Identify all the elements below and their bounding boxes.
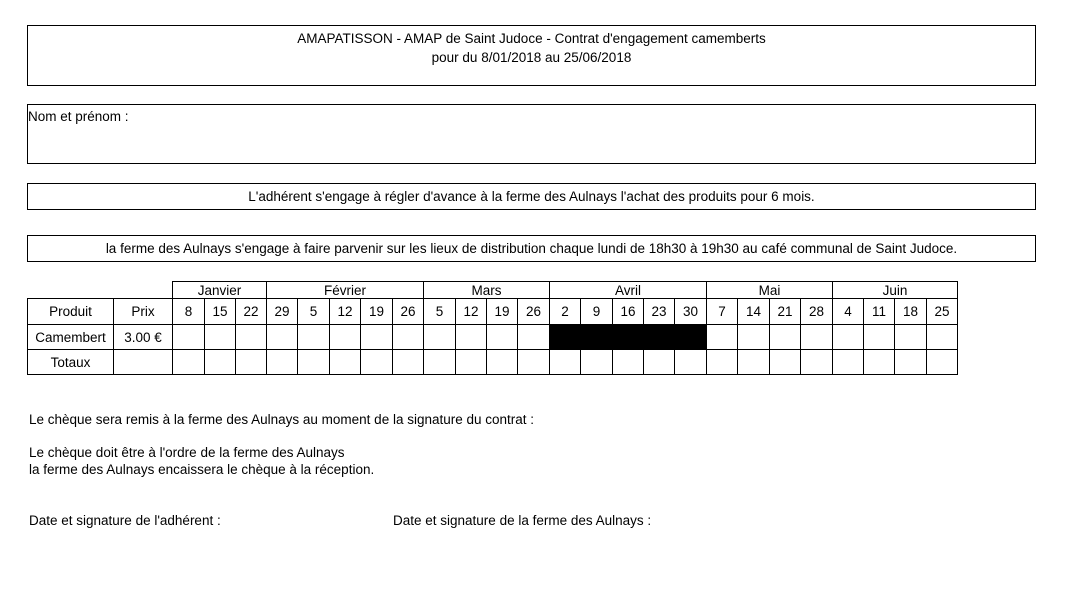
total-cell[interactable] bbox=[707, 350, 738, 375]
total-cell[interactable] bbox=[801, 350, 833, 375]
day-cell: 7 bbox=[707, 299, 738, 325]
total-cell[interactable] bbox=[833, 350, 864, 375]
cheque-remittance-text: Le chèque sera remis à la ferme des Aulnays au moment de la signature du contrat : bbox=[29, 412, 535, 427]
quantity-cell[interactable] bbox=[393, 325, 424, 350]
quantity-cell[interactable] bbox=[801, 325, 833, 350]
day-cell: 21 bbox=[770, 299, 801, 325]
total-cell[interactable] bbox=[770, 350, 801, 375]
day-cell: 19 bbox=[487, 299, 518, 325]
quantity-cell[interactable] bbox=[456, 325, 487, 350]
quantity-cell[interactable] bbox=[361, 325, 393, 350]
farm-engagement-box bbox=[27, 235, 1036, 262]
day-cell: 11 bbox=[864, 299, 895, 325]
day-cell: 26 bbox=[393, 299, 424, 325]
total-cell[interactable] bbox=[895, 350, 927, 375]
farm-engagement-text: la ferme des Aulnays s'engage à faire parvenir sur les lieux de distribution chaque lundi de 18h30 à 19h30 au café communal de Saint Judoce. bbox=[105, 241, 958, 256]
name-field-box[interactable] bbox=[27, 104, 1036, 164]
quantity-cell[interactable] bbox=[833, 325, 864, 350]
total-cell[interactable] bbox=[330, 350, 361, 375]
total-cell[interactable] bbox=[456, 350, 487, 375]
day-cell: 8 bbox=[173, 299, 205, 325]
month-fevrier: Février bbox=[267, 282, 424, 299]
quantity-cell[interactable] bbox=[738, 325, 770, 350]
farm-signature-label: Date et signature de la ferme des Aulnays : bbox=[393, 513, 652, 528]
month-janvier: Janvier bbox=[173, 282, 267, 299]
contract-period: pour du 8/01/2018 au 25/06/2018 bbox=[431, 50, 632, 65]
total-cell[interactable] bbox=[675, 350, 707, 375]
redacted-cell bbox=[644, 325, 675, 350]
day-cell: 16 bbox=[613, 299, 644, 325]
quantity-cell[interactable] bbox=[173, 325, 205, 350]
total-cell[interactable] bbox=[205, 350, 236, 375]
day-cell: 4 bbox=[833, 299, 864, 325]
day-cell: 18 bbox=[895, 299, 927, 325]
quantity-cell[interactable] bbox=[864, 325, 895, 350]
total-cell[interactable] bbox=[864, 350, 895, 375]
total-cell[interactable] bbox=[267, 350, 298, 375]
total-cell[interactable] bbox=[424, 350, 456, 375]
total-cell[interactable] bbox=[487, 350, 518, 375]
day-cell: 26 bbox=[518, 299, 550, 325]
quantity-cell[interactable] bbox=[267, 325, 298, 350]
quantity-cell[interactable] bbox=[205, 325, 236, 350]
day-cell: 28 bbox=[801, 299, 833, 325]
quantity-cell[interactable] bbox=[518, 325, 550, 350]
quantity-cell[interactable] bbox=[487, 325, 518, 350]
product-price: 3.00 € bbox=[114, 325, 173, 350]
day-cell: 30 bbox=[675, 299, 707, 325]
month-juin: Juin bbox=[833, 282, 958, 299]
day-cell: 15 bbox=[205, 299, 236, 325]
day-cell: 2 bbox=[550, 299, 581, 325]
day-cell: 23 bbox=[644, 299, 675, 325]
totals-price-cell bbox=[114, 350, 173, 375]
quantity-cell[interactable] bbox=[330, 325, 361, 350]
month-avril: Avril bbox=[550, 282, 707, 299]
quantity-cell[interactable] bbox=[236, 325, 267, 350]
member-engagement-box bbox=[27, 183, 1036, 210]
quantity-cell[interactable] bbox=[927, 325, 958, 350]
name-field-label: Nom et prénom : bbox=[28, 109, 129, 124]
quantity-cell[interactable] bbox=[707, 325, 738, 350]
day-cell: 5 bbox=[424, 299, 456, 325]
total-cell[interactable] bbox=[550, 350, 581, 375]
totals-row bbox=[28, 350, 958, 375]
day-cell: 14 bbox=[738, 299, 770, 325]
quantity-cell[interactable] bbox=[298, 325, 330, 350]
total-cell[interactable] bbox=[581, 350, 613, 375]
day-cell: 19 bbox=[361, 299, 393, 325]
total-cell[interactable] bbox=[518, 350, 550, 375]
total-cell[interactable] bbox=[393, 350, 424, 375]
quantity-cell[interactable] bbox=[424, 325, 456, 350]
contract-header bbox=[27, 25, 1036, 86]
total-cell[interactable] bbox=[298, 350, 330, 375]
months-row bbox=[28, 282, 958, 299]
day-cell: 12 bbox=[456, 299, 487, 325]
month-mars: Mars bbox=[424, 282, 550, 299]
day-cell: 5 bbox=[298, 299, 330, 325]
quantity-cell[interactable] bbox=[770, 325, 801, 350]
days-row bbox=[28, 299, 958, 325]
day-cell: 9 bbox=[581, 299, 613, 325]
totals-label: Totaux bbox=[28, 350, 114, 375]
redacted-cell bbox=[613, 325, 644, 350]
total-cell[interactable] bbox=[361, 350, 393, 375]
member-signature-label: Date et signature de l'adhérent : bbox=[29, 513, 221, 528]
day-cell: 22 bbox=[236, 299, 267, 325]
delivery-table bbox=[27, 281, 958, 375]
day-cell: 12 bbox=[330, 299, 361, 325]
total-cell[interactable] bbox=[738, 350, 770, 375]
member-engagement-text: L'adhérent s'engage à régler d'avance à la ferme des Aulnays l'achat des produits pour 6 mois. bbox=[248, 189, 815, 204]
redacted-cell bbox=[550, 325, 581, 350]
quantity-cell[interactable] bbox=[895, 325, 927, 350]
redacted-cell bbox=[675, 325, 707, 350]
total-cell[interactable] bbox=[236, 350, 267, 375]
month-mai: Mai bbox=[707, 282, 833, 299]
total-cell[interactable] bbox=[173, 350, 205, 375]
column-header-price: Prix bbox=[114, 299, 173, 325]
day-cell: 25 bbox=[927, 299, 958, 325]
redacted-cell bbox=[581, 325, 613, 350]
total-cell[interactable] bbox=[927, 350, 958, 375]
total-cell[interactable] bbox=[644, 350, 675, 375]
total-cell[interactable] bbox=[613, 350, 644, 375]
product-name: Camembert bbox=[28, 325, 114, 350]
product-row-camembert bbox=[28, 325, 958, 350]
contract-title: AMAPATISSON - AMAP de Saint Judoce - Contrat d'engagement camemberts bbox=[297, 31, 766, 46]
cheque-order-text: Le chèque doit être à l'ordre de la ferme des Aulnays bbox=[29, 445, 345, 460]
cheque-cashing-text: la ferme des Aulnays encaissera le chèque à la réception. bbox=[29, 462, 375, 477]
months-row-spacer bbox=[28, 282, 173, 299]
column-header-product: Produit bbox=[28, 299, 114, 325]
day-cell: 29 bbox=[267, 299, 298, 325]
